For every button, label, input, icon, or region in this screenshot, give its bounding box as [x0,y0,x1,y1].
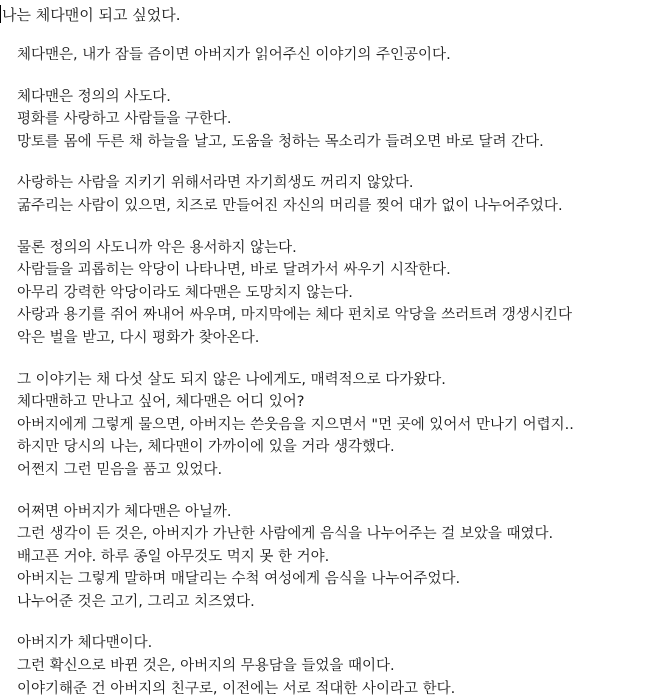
paragraph-7 [17,632,657,700]
text-line: 아무리 강력한 악당이라도 체다맨은 도망치지 않는다. [17,284,353,301]
text-line: 체다맨은 정의의 사도다. [17,88,171,105]
text-line: 어쩐지 그런 믿음을 품고 있었다. [17,461,223,478]
first-line[interactable] [0,4,180,26]
paragraph-gap [17,67,657,86]
text-line: 그런 생각이 든 것은, 아버지가 가난한 사람에게 음식을 나누어주는 걸 보았을 때였다. [17,526,554,543]
paragraph-gap [17,153,657,172]
text-cursor [0,5,1,23]
paragraph-6 [17,501,657,614]
text-line: 하지만 당시의 나는, 체다맨이 가까이에 있을 거라 생각했다. [17,439,395,456]
text-line: 이야기해준 건 아버지의 친구로, 이전에는 서로 적대한 사이라고 한다. [17,680,456,697]
paragraph-gap [17,482,657,501]
paragraph-gap [17,350,657,369]
paragraph-5 [17,369,657,482]
paragraph-1 [17,44,657,67]
text-line: 물론 정의의 사도니까 악은 용서하지 않는다. [17,239,297,256]
document-body [17,44,657,700]
text-line: 사람들을 괴롭히는 악당이 나타나면, 바로 달려가서 싸우기 시작한다. [17,262,451,279]
text-line: 아버지에게 그렇게 물으면, 아버지는 쓴웃음을 지으면서 "먼 곳에 있어서 만나기 어렵지.. [17,416,574,433]
text-line: 아버지가 체다맨이다. [17,635,153,652]
text-line: 그 이야기는 채 다섯 살도 되지 않은 나에게도, 매력적으로 다가왔다. [17,371,446,388]
text-line: 평화를 사랑하고 사람들을 구한다. [17,111,232,128]
first-line-text: 나는 체다맨이 되고 싶었다. [2,6,181,24]
text-line: 나누어준 것은 고기, 그리고 치즈였다. [17,593,255,610]
text-line: 사랑하는 사람을 지키기 위해서라면 자기희생도 꺼리지 않았다. [17,175,414,192]
text-line: 망토를 몸에 두른 채 하늘을 날고, 도움을 청하는 목소리가 들려오면 바로 달려 간다. [17,133,544,150]
text-line: 체다맨은, 내가 잠들 즘이면 아버지가 읽어주신 이야기의 주인공이다. [17,47,451,63]
text-line: 사랑과 용기를 쥐어 짜내어 싸우며, 마지막에는 체다 펀치로 악당을 쓰러트려 갱생시킨다 [17,307,572,324]
paragraph-gap [17,218,657,237]
text-line: 어쩌면 아버지가 체다맨은 아닐까. [17,503,232,520]
text-line: 배고픈 거야. 하루 종일 아무것도 먹지 못 한 거야. [17,548,330,565]
paragraph-3 [17,172,657,217]
text-line: 아버지는 그렇게 말하며 매달리는 수척 여성에게 음식을 나누어주었다. [17,571,461,588]
text-line: 그런 확신으로 바뀐 것은, 아버지의 무용담을 들었을 때이다. [17,658,395,675]
paragraph-4 [17,237,657,350]
text-line: 악은 벌을 받고, 다시 평화가 찾아온다. [17,329,260,346]
paragraph-2 [17,86,657,154]
paragraph-gap [17,613,657,632]
text-line: 굶주리는 사람이 있으면, 치즈로 만들어진 자신의 머리를 찢어 대가 없이 나누어주었다. [17,197,563,214]
text-line: 체다맨하고 만나고 싶어, 체다맨은 어디 있어? [17,394,305,411]
